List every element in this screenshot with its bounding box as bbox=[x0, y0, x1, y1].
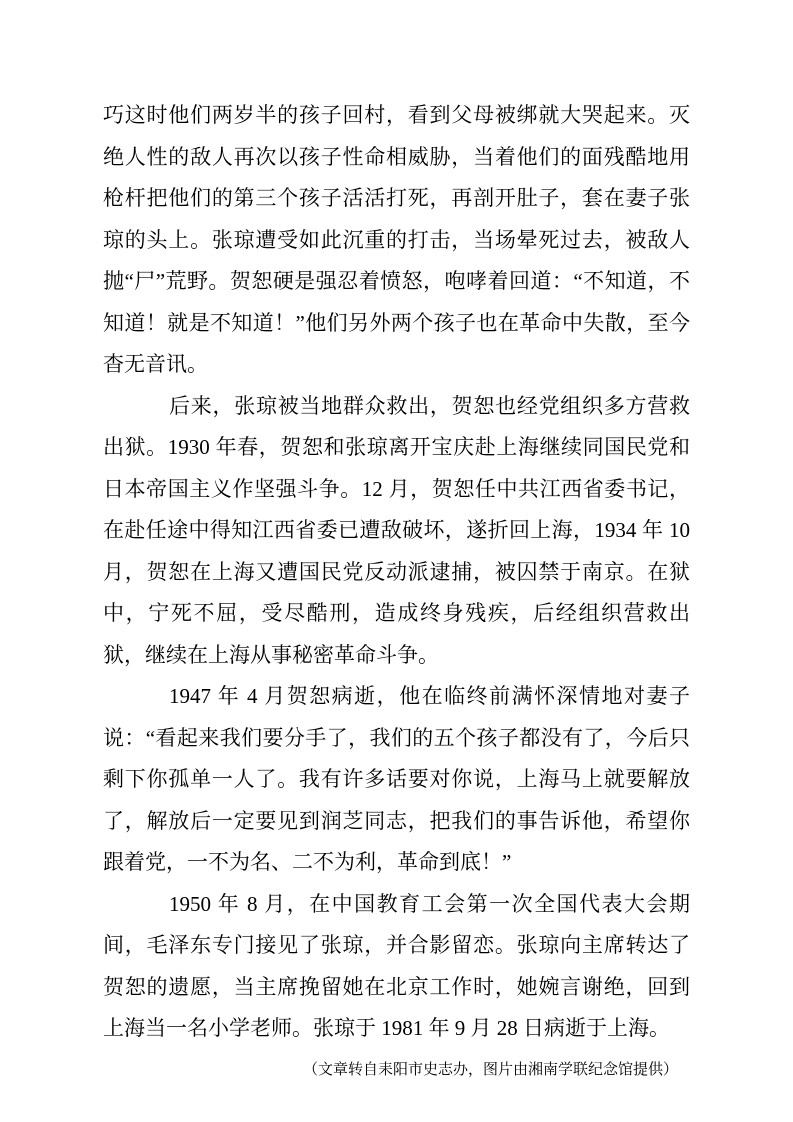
body-paragraph: 1947 年 4 月贺恕病逝，他在临终前满怀深情地对妻子说：“看起来我们要分手了，我们的五个孩子都没有了，今后只剩下你孤单一人了。我有许多话要对你说，上海马上就要解放了，解放后一定要见到润芝同志，把我们的事告诉他，希望你跟着党，一不为名、二不为利，革命到底！” bbox=[103, 684, 690, 874]
body-paragraph: 1950 年 8 月，在中国教育工会第一次全国代表大会期间，毛泽东专门接见了张琼，并合影留恋。张琼向主席转达了贺恕的遗愿，当主席挽留她在北京工作时，她婉言谢绝，回到上海当一名小学老师。张琼于 1981 年 9 月 28 日病逝于上海。 bbox=[103, 891, 690, 1040]
body-paragraph: 巧这时他们两岁半的孩子回村，看到父母被绑就大哭起来。灭绝人性的敌人再次以孩子性命相威胁，当着他们的面残酷地用枪杆把他们的第三个孩子活活打死，再剖开肚子，套在妻子张琼的头上。张琼遭受如此沉重的打击，当场晕死过去，被敌人抛“尸”荒野。贺恕硬是强忍着愤怒，咆哮着回道：“不知道，不知道！就是不知道！”他们另外两个孩子也在革命中失散，至今杳无音讯。 bbox=[103, 103, 690, 376]
body-paragraph: 后来，张琼被当地群众救出，贺恕也经党组织多方营救出狱。1930 年春，贺恕和张琼离开宝庆赴上海继续同国民党和日本帝国主义作坚强斗争。12 月，贺恕任中共江西省委书记，在赴任途中得知江西省委已遭敌破坏，遂折回上海，1934 年 10 月，贺恕在上海又遭国民党反动派逮捕，被囚禁于南京。在狱中，宁死不屈，受尽酷刑，造成终身残疾，后经组织营救出狱，继续在上海从事秘密革命斗争。 bbox=[103, 393, 690, 667]
attribution-line: （文章转自耒阳市史志办，图片由湘南学联纪念馆提供） bbox=[302, 1061, 678, 1078]
